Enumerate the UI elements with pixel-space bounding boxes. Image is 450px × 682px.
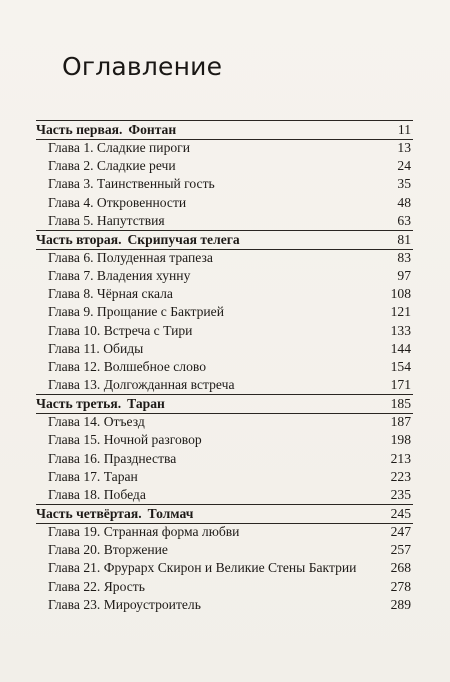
part-heading	[36, 231, 240, 249]
chapter-title: Глава 5. Напутствия	[48, 212, 165, 228]
part-title: Скрипучая телега	[127, 231, 240, 247]
page-number: 223	[390, 468, 411, 484]
page-number: 13	[397, 140, 411, 156]
chapter-title: Глава 17. Таран	[48, 468, 138, 484]
toc-chapter-row[interactable]	[36, 139, 413, 157]
toc-part-row[interactable]	[36, 504, 413, 523]
page-number: 121	[390, 304, 411, 320]
toc-chapter-row[interactable]	[36, 322, 413, 340]
chapter-title: Глава 18. Победа	[48, 486, 146, 502]
toc-chapter-row[interactable]	[36, 249, 413, 267]
page-number: 24	[397, 158, 411, 174]
chapter-title: Глава 16. Празднества	[48, 450, 177, 466]
chapter-title: Глава 14. Отъезд	[48, 414, 145, 430]
page-number: 268	[390, 560, 411, 576]
toc-chapter-row[interactable]	[36, 468, 413, 486]
toc-chapter-row[interactable]	[36, 376, 413, 394]
chapter-title: Глава 20. Вторжение	[48, 542, 168, 558]
page-number: 133	[390, 322, 411, 338]
page-number: 235	[390, 486, 411, 502]
page-number: 171	[390, 376, 411, 392]
chapter-title: Глава 4. Откровенности	[48, 194, 187, 210]
toc-part-row[interactable]	[36, 120, 413, 139]
toc-chapter-row[interactable]	[36, 212, 413, 230]
part-heading	[36, 395, 165, 413]
toc-chapter-row[interactable]	[36, 431, 413, 449]
chapter-title: Глава 21. Фрурарх Скирон и Великие Стены Бактрии	[48, 560, 357, 576]
toc-chapter-row[interactable]	[36, 285, 413, 303]
chapter-title: Глава 19. Странная форма любви	[48, 524, 240, 540]
toc-chapter-row[interactable]	[36, 523, 413, 541]
toc-chapter-row[interactable]	[36, 486, 413, 504]
toc-chapter-row[interactable]	[36, 450, 413, 468]
page-number: 245	[390, 505, 411, 521]
toc-part-row[interactable]	[36, 394, 413, 413]
chapter-title: Глава 8. Чёрная скала	[48, 286, 173, 302]
toc-chapter-row[interactable]	[36, 175, 413, 193]
chapter-title: Глава 7. Владения хунну	[48, 268, 191, 284]
toc-part-row[interactable]	[36, 230, 413, 249]
chapter-title: Глава 3. Таинственный гость	[48, 176, 215, 192]
chapter-title: Глава 13. Долгожданная встреча	[48, 376, 235, 392]
chapter-title: Глава 9. Прощание с Бактрией	[48, 304, 224, 320]
part-heading	[36, 121, 176, 139]
toc-chapter-row[interactable]	[36, 194, 413, 212]
page-number: 81	[397, 231, 411, 247]
part-title: Фонтан	[128, 122, 177, 137]
page-number: 185	[390, 396, 411, 412]
toc-chapter-row[interactable]	[36, 559, 413, 577]
page-title: Оглавление	[62, 52, 223, 81]
page-number: 198	[390, 432, 411, 448]
toc-chapter-row[interactable]	[36, 303, 413, 321]
chapter-title: Глава 1. Сладкие пироги	[48, 140, 191, 156]
chapter-title: Глава 11. Обиды	[48, 340, 144, 356]
chapter-title: Глава 10. Встреча с Тири	[48, 322, 193, 338]
page-number: 35	[397, 176, 411, 192]
part-title: Толмач	[147, 505, 194, 521]
part-title: Таран	[127, 396, 165, 412]
table-of-contents	[36, 120, 413, 614]
page-number: 83	[397, 249, 411, 265]
part-number-label: Часть вторая.	[36, 231, 122, 247]
page-number: 187	[390, 414, 411, 430]
toc-chapter-row[interactable]	[36, 267, 413, 285]
part-number-label: Часть первая.	[36, 122, 123, 137]
page-number: 48	[397, 194, 411, 210]
page-number: 289	[390, 596, 411, 612]
part-number-label: Часть четвёртая.	[36, 505, 142, 521]
chapter-title: Глава 12. Волшебное слово	[48, 358, 207, 374]
chapter-title: Глава 22. Ярость	[48, 578, 145, 594]
page-number: 257	[390, 542, 411, 558]
toc-chapter-row[interactable]	[36, 340, 413, 358]
page-number: 213	[390, 450, 411, 466]
toc-chapter-row[interactable]	[36, 358, 413, 376]
page-number: 97	[397, 268, 411, 284]
page-number: 63	[397, 212, 411, 228]
toc-chapter-row[interactable]	[36, 596, 413, 614]
page-number: 154	[390, 358, 411, 374]
page-number: 278	[390, 578, 411, 594]
toc-chapter-row[interactable]	[36, 578, 413, 596]
part-heading	[36, 505, 193, 523]
page-number: 108	[390, 286, 411, 302]
page-number: 11	[397, 122, 411, 137]
part-number-label: Часть третья.	[36, 396, 122, 412]
chapter-title: Глава 2. Сладкие речи	[48, 158, 176, 174]
chapter-title: Глава 6. Полуденная трапеза	[48, 249, 213, 265]
chapter-title: Глава 15. Ночной разговор	[48, 432, 202, 448]
page-number: 144	[390, 340, 411, 356]
toc-chapter-row[interactable]	[36, 157, 413, 175]
page-number: 247	[390, 524, 411, 540]
toc-chapter-row[interactable]	[36, 413, 413, 431]
toc-chapter-row[interactable]	[36, 541, 413, 559]
chapter-title: Глава 23. Мироустроитель	[48, 596, 201, 612]
